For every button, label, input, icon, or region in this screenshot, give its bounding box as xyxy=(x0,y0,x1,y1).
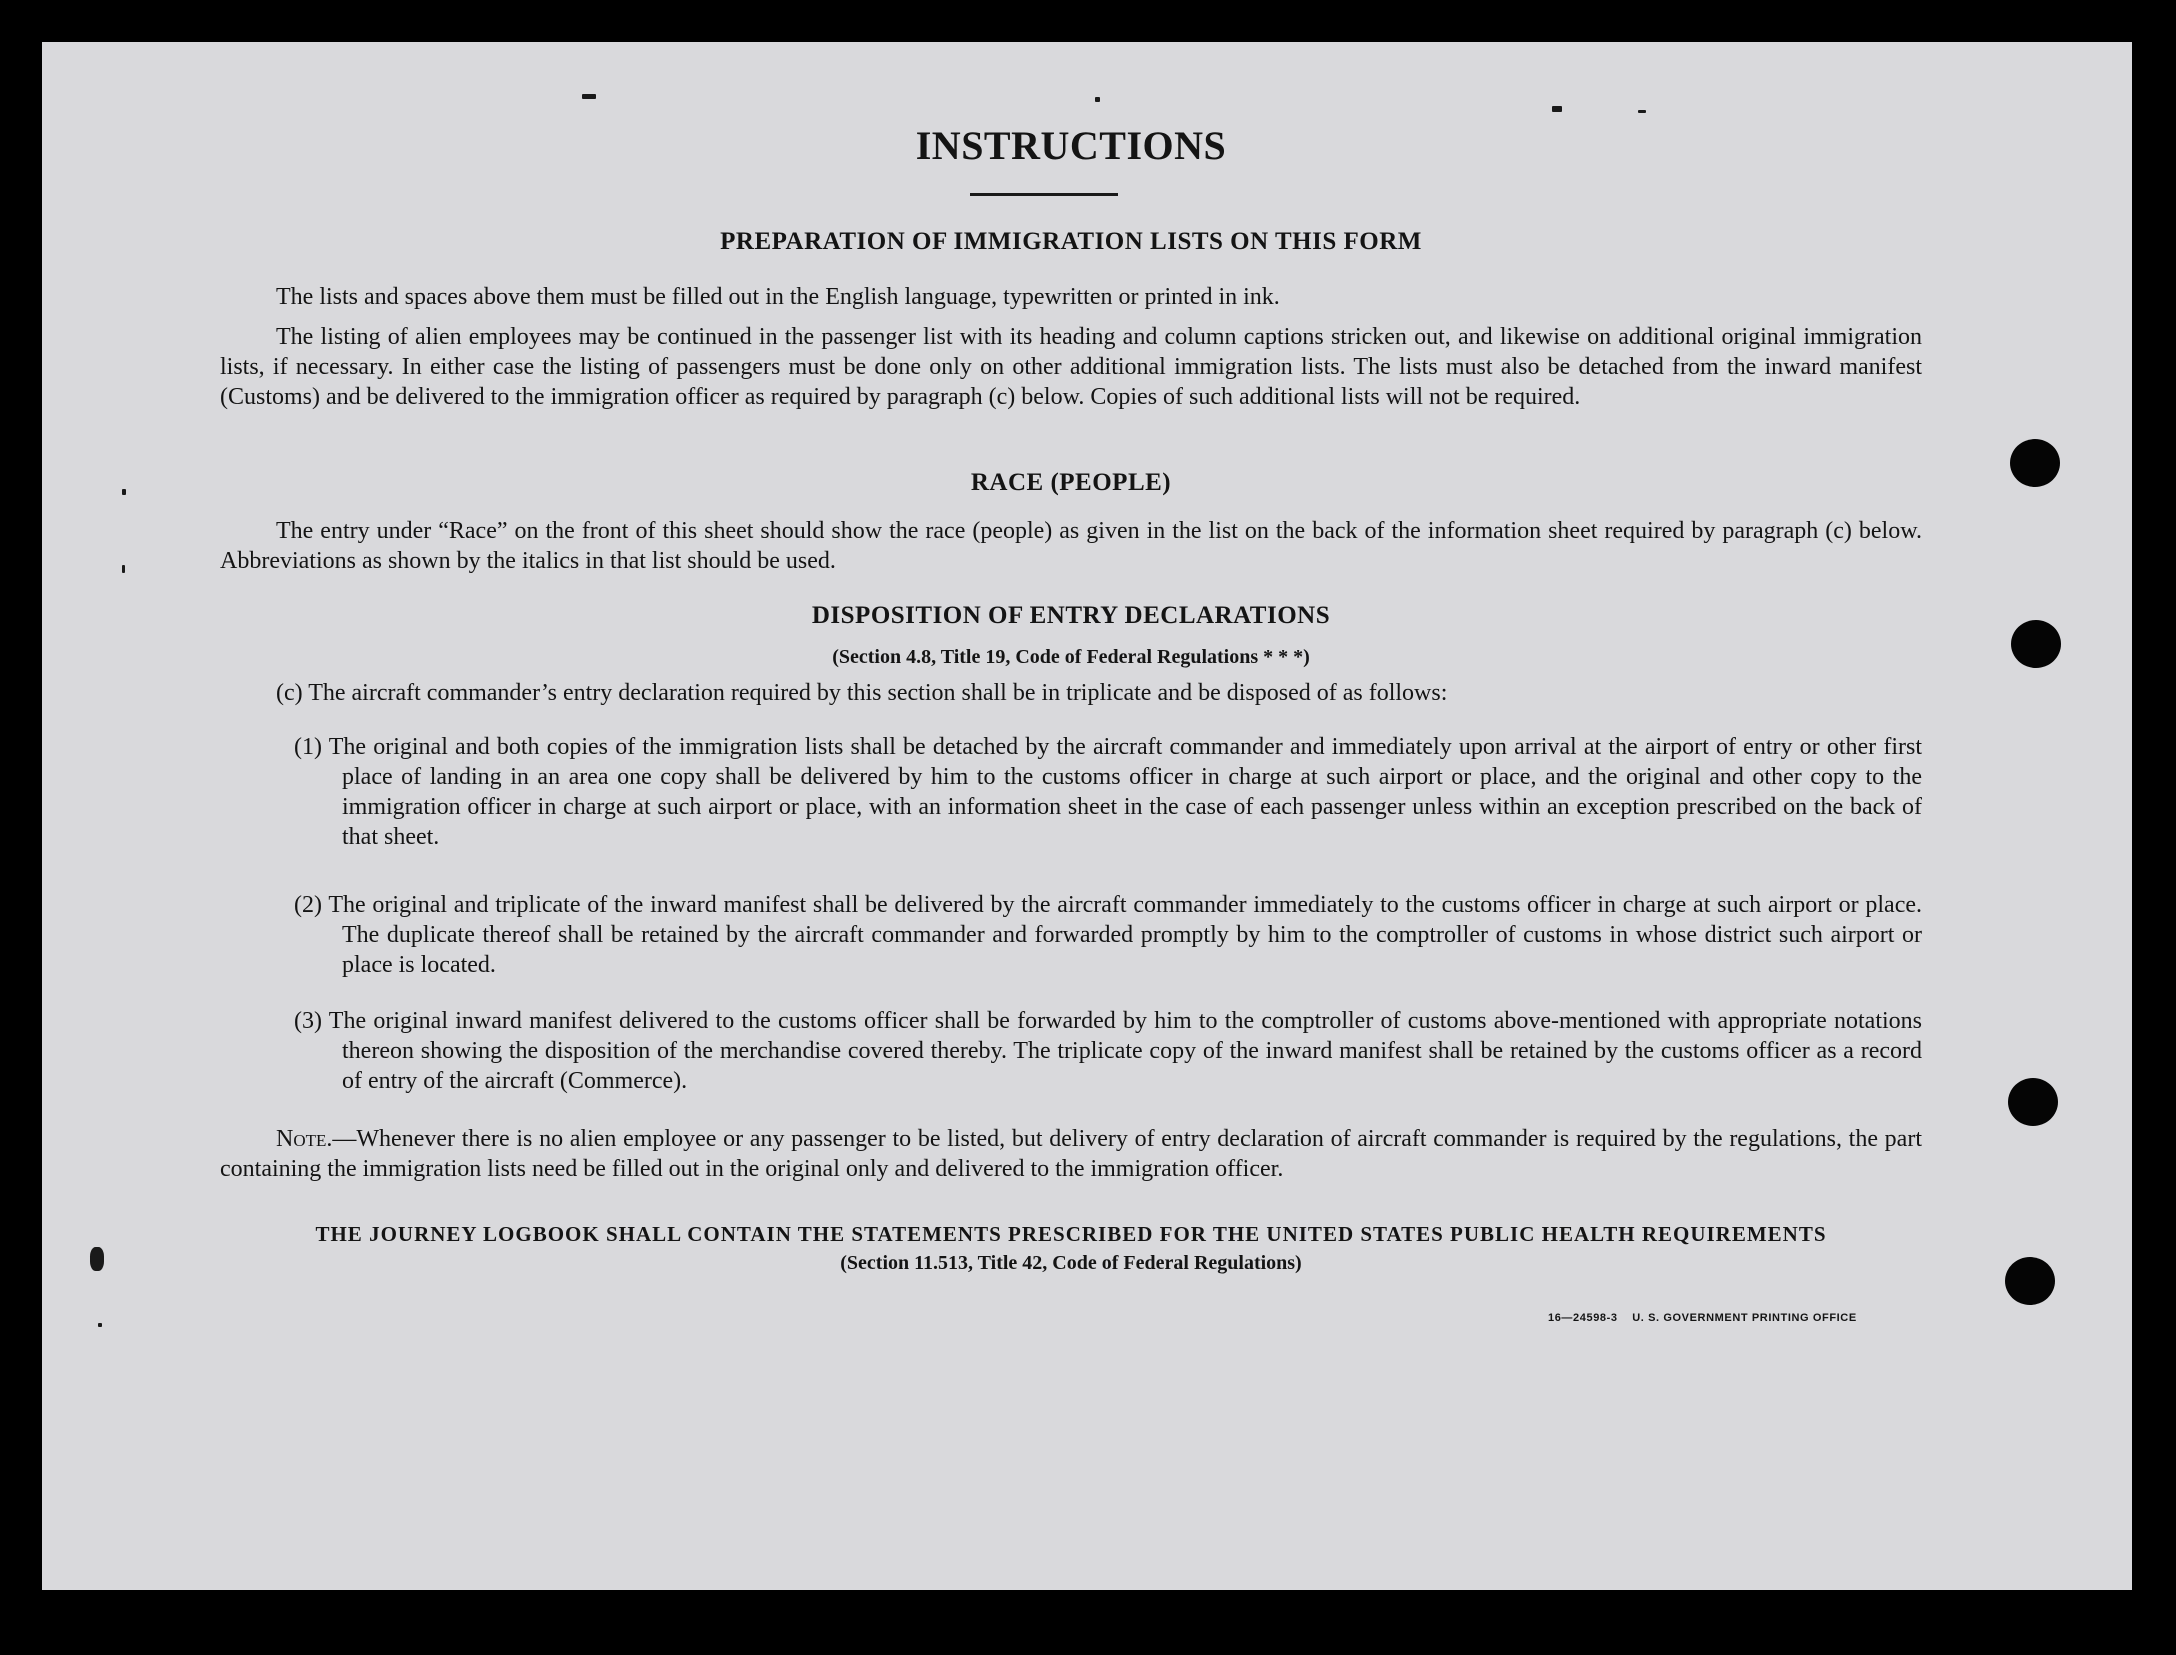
scan-speck xyxy=(90,1247,104,1271)
health-requirements-statement: THE JOURNEY LOGBOOK SHALL CONTAIN THE STATEMENTS PRESCRIBED FOR THE UNITED STATES PUBLIC HEALTH REQUIREMENTS xyxy=(315,1222,1827,1246)
section-heading-preparation: PREPARATION OF IMMIGRATION LISTS ON THIS FORM xyxy=(720,228,1422,255)
print-code: 16—24598-3 xyxy=(1548,1312,1618,1324)
note-paragraph xyxy=(220,1124,1922,1184)
paragraph-alien-employees: The listing of alien employees may be continued in the passenger list with its heading and column captions stricken out, and likewise on additional original immigration lists, if necessary. In either case the listing of passengers must be done only on other additional immigration lists. The lists must also be detached from the inward manifest (Customs) and be delivered to the immigration officer as required by paragraph (c) below. Copies of such additional lists will not be required. xyxy=(220,324,1922,410)
list-item-3: (3) The original inward manifest delivered to the customs officer shall be forwarded by him to the comptroller of customs above-mentioned with appropriate notations thereon showing the disposition of the merchandise covered thereby. The triplicate copy of the inward manifest shall be retained by the customs officer as a record of entry of the aircraft (Commerce). xyxy=(294,1008,1922,1094)
punch-hole xyxy=(2010,439,2060,487)
scan-speck xyxy=(122,565,125,573)
section-heading-disposition: DISPOSITION OF ENTRY DECLARATIONS xyxy=(811,602,1331,629)
paragraph-english-language: The lists and spaces above them must be filled out in the English language, typewritten or printed in ink. xyxy=(276,284,1280,310)
scan-speck xyxy=(1552,106,1562,112)
note-text: —Whenever there is no alien employee or any passenger to be listed, but delivery of entry declaration of aircraft commander is required by the regulations, the part containing the immigration lists need be filled out in the original only and delivered to the immigration officer. xyxy=(220,1126,1922,1182)
paragraph-commander-declaration: (c) The aircraft commander’s entry declaration required by this section shall be in triplicate and be disposed of as follows: xyxy=(276,680,1448,706)
scan-speck xyxy=(582,94,596,99)
punch-hole xyxy=(2011,620,2061,668)
printer-name: U. S. GOVERNMENT PRINTING OFFICE xyxy=(1632,1312,1857,1324)
scan-speck xyxy=(1095,97,1100,102)
punch-hole xyxy=(2008,1078,2058,1126)
title-rule xyxy=(970,193,1118,196)
section-citation-title-19: (Section 4.8, Title 19, Code of Federal Regulations * * *) xyxy=(832,646,1310,668)
document-title: INSTRUCTIONS xyxy=(915,123,1227,168)
list-item-1: (1) The original and both copies of the immigration lists shall be detached by the aircraft commander and immediately upon arrival at the airport of entry or other first place of landing in an area one copy shall be delivered by him to the customs officer in charge at such airport or place, and the original and other copy to the immigration officer in charge at such airport or place, with an information sheet in the case of each passenger unless within an exception prescribed on the back of that sheet. xyxy=(294,734,1922,850)
punch-hole xyxy=(2005,1257,2055,1305)
scan-speck xyxy=(98,1323,102,1327)
list-item-2: (2) The original and triplicate of the inward manifest shall be delivered by the aircraft commander immediately to the customs officer in charge at such airport or place. The duplicate thereof shall be retained by the aircraft commander and forwarded promptly by him to the comptroller of customs in whose district such airport or place is located. xyxy=(294,892,1922,978)
scan-speck xyxy=(122,489,126,495)
section-heading-race: RACE (PEOPLE) xyxy=(970,469,1172,496)
printer-imprint xyxy=(1548,1312,1857,1324)
paragraph-race-entry: The entry under “Race” on the front of this sheet should show the race (people) as given in the list on the back of the information sheet required by paragraph (c) below. Abbreviations as shown by the italics in that list should be used. xyxy=(220,518,1922,574)
document-page xyxy=(42,42,2132,1590)
footer-citation-title-42: (Section 11.513, Title 42, Code of Federal Regulations) xyxy=(840,1252,1302,1274)
note-label: Note. xyxy=(276,1126,333,1152)
scan-speck xyxy=(1638,110,1646,113)
